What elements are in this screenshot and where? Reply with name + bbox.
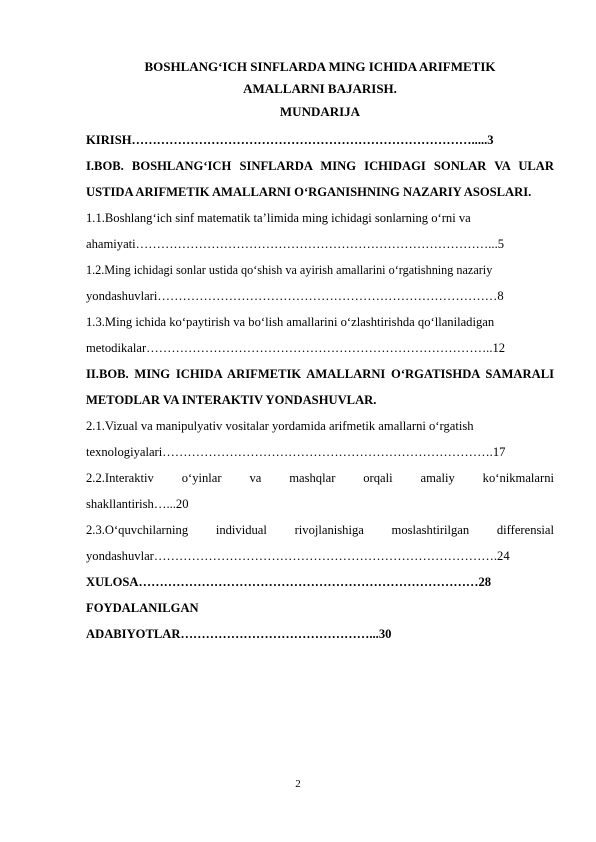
toc-entry-adabiyotlar[interactable]: ADABIYOTLAR………………………………………...30 [86,627,392,641]
toc-item-2-3[interactable]: 2.3.O‘quvchilarning individual rivojlanishiga moslashtirilgan differensial [86,523,554,537]
toc-item-1-3[interactable]: 1.3.Ming ichida ko‘paytirish va bo‘lish amallarini o‘zlashtirishda qo‘llaniladigan [86,315,495,329]
document-title-line-1: BOSHLANG‘ICH SINFLARDA MING ICHIDA ARIFMETIK [144,59,496,74]
table-of-contents [86,127,554,647]
toc-entry-foydalanilgan[interactable]: FOYDALANILGAN [86,601,199,615]
toc-item-2-1[interactable]: 2.1.Vizual va manipulyativ vositalar yordamida arifmetik amallarni o‘rgatish [86,419,474,433]
toc-item-1-3-leader: metodikalar………………………………………………………………………..12 [86,341,506,355]
toc-item-1-1[interactable]: 1.1.Boshlang‘ich sinf matematik ta’limida ming ichidagi sonlarning o‘rni va [86,211,471,225]
toc-item-2-2[interactable]: 2.2.Interaktiv o‘yinlar va mashqlar orqali amaliy ko‘nikmalarni [86,471,554,485]
toc-item-2-1-leader: texnologiyalari…………………………………………………………………….17 [86,445,506,459]
page-number: 2 [295,778,301,790]
toc-chapter-2-title[interactable]: II.BOB. MING ICHIDA ARIFMETIK AMALLARNI O‘RGATISHDA SAMARALI METODLAR VA INTERAKTIV YONDASHUVLAR. [86,367,554,407]
contents-heading: MUNDARIJA [279,104,361,119]
document-title-line-2: AMALLARNI BAJARISH. [243,81,397,96]
toc-entry-xulosa[interactable]: XULOSA………………………………………………………………………28 [86,575,492,589]
toc-item-2-3-leader: yondashuvlar……………………………………………………………………….24 [86,549,510,563]
toc-item-1-2-leader: yondashuvlari………………………………………………………………………8 [86,289,504,303]
toc-chapter-1-title[interactable]: I.BOB. BOSHLANG‘ICH SINFLARDA MING ICHIDAGI SONLAR VA ULAR USTIDA ARIFMETIK AMALLARNI O‘RGANISHNING NAZARIY ASOSLARI. [86,159,554,199]
toc-item-1-2[interactable]: 1.2.Ming ichidagi sonlar ustida qo‘shish va ayirish amallarini o‘rgatishning nazariy [86,263,493,277]
toc-item-2-2-leader: shakllantirish…...20 [86,497,189,511]
toc-item-1-1-leader: ahamiyati…………………………………………………………………………...5 [86,237,505,251]
toc-entry-kirish[interactable]: KIRISH……………………………………………………………………….....3 [86,133,494,147]
